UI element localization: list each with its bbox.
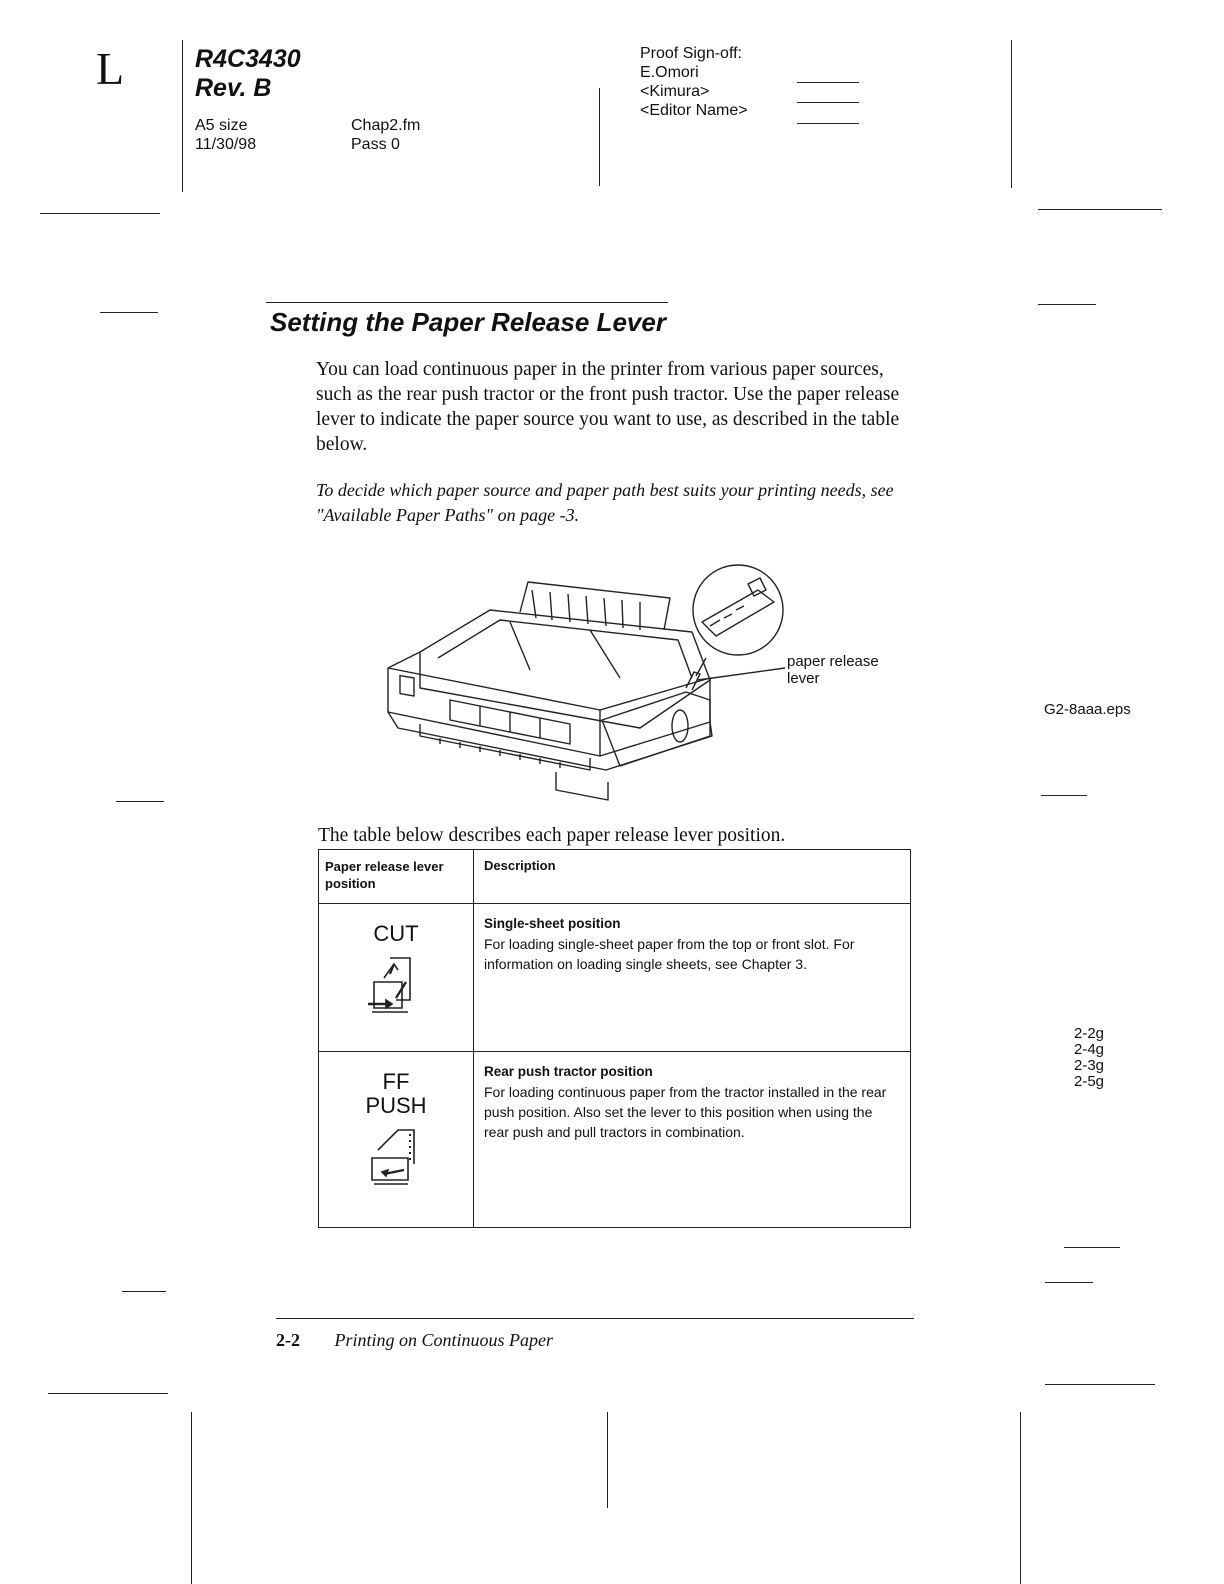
callout-line: lever: [787, 670, 820, 687]
table-header-row: [319, 850, 911, 904]
crop-mark: [48, 1393, 168, 1394]
note-paragraph: To decide which paper source and paper path best suits your printing needs, see "Available Paper Paths" on page -3.: [316, 480, 894, 525]
position-label: PUSH: [365, 1093, 427, 1118]
title-rule: [266, 302, 668, 303]
crop-mark: [1038, 209, 1162, 210]
crop-mark: [607, 1412, 608, 1508]
chapter-title: Printing on Continuous Paper: [334, 1330, 554, 1350]
crop-mark: [1064, 1247, 1120, 1248]
lever-position-cell: [319, 1052, 474, 1228]
description-text: For loading single-sheet paper from the top or front slot. For information on loading single sheets, see Chapter 3.: [484, 936, 855, 972]
crop-mark: [1045, 1282, 1093, 1283]
signature-line: [797, 102, 859, 103]
file-pass-block: [351, 116, 420, 154]
size-date-block: [195, 116, 256, 154]
crop-mark: [1041, 795, 1087, 796]
page-number: 2-2: [276, 1330, 300, 1350]
figure-callout: [787, 653, 879, 687]
description-text: For loading continuous paper from the tractor installed in the rear push position. Also set the lever to this position when using the rear push and pull tractors in combination.: [484, 1084, 887, 1140]
description-title: Single-sheet position: [484, 916, 621, 931]
crop-mark: [122, 1291, 166, 1292]
single-sheet-icon: [364, 952, 428, 1016]
figure-ref: 2-4g: [1074, 1041, 1105, 1058]
proof-title: Proof Sign-off:: [640, 45, 742, 62]
position-label: FF: [382, 1069, 410, 1094]
crop-mark: [40, 213, 160, 214]
crop-mark: [191, 1412, 192, 1584]
callout-line: paper release: [787, 653, 879, 670]
description-cell: [474, 1052, 911, 1228]
continuous-paper-icon: [364, 1124, 428, 1188]
section-title: Setting the Paper Release Lever: [270, 307, 666, 337]
crop-mark: [1011, 40, 1012, 188]
figure-ref: 2-2g: [1074, 1025, 1105, 1042]
document-id: R4C3430: [195, 45, 301, 73]
figure-ref: 2-3g: [1074, 1057, 1105, 1074]
footer-rule: [276, 1318, 914, 1319]
lever-position-cell: [319, 904, 474, 1052]
crop-mark: [100, 312, 158, 313]
signature-line: [797, 82, 859, 83]
figure-filename: G2-8aaa.eps: [1044, 701, 1131, 718]
description-cell: [474, 904, 911, 1052]
pass-number: Pass 0: [351, 136, 400, 153]
page-side-letter: L: [96, 43, 125, 94]
printer-figure: [380, 560, 800, 820]
signoff-name: <Kimura>: [640, 83, 710, 100]
lever-position-table: [318, 849, 911, 1228]
table-intro: The table below describes each paper release lever position.: [318, 825, 786, 846]
table-row: [319, 1052, 911, 1228]
column-header: Description: [474, 850, 911, 904]
margin-figure-refs: [1074, 1026, 1104, 1090]
revision: Rev. B: [195, 74, 272, 102]
proof-signoff: [640, 44, 748, 120]
file-name: Chap2.fm: [351, 117, 421, 134]
crop-mark: [116, 801, 164, 802]
table-row: [319, 904, 911, 1052]
crop-mark: [599, 88, 600, 186]
crop-mark: [1020, 1412, 1021, 1584]
signoff-name: <Editor Name>: [640, 102, 748, 119]
crop-mark: [182, 40, 183, 192]
document-id-block: [195, 45, 301, 103]
signature-line: [797, 123, 859, 124]
body-paragraph: You can load continuous paper in the printer from various paper sources, such as the rear push tractor or the front push tractor. Use the paper release lever to indicate the paper source you want to use, as described in the table below.: [316, 359, 900, 455]
description-title: Rear push tractor position: [484, 1064, 653, 1079]
date: 11/30/98: [195, 136, 257, 153]
crop-mark: [1045, 1384, 1155, 1385]
page-footer: [276, 1330, 553, 1351]
figure-ref: 2-5g: [1074, 1073, 1105, 1090]
column-header: Paper release lever position: [319, 850, 474, 904]
printer-illustration: [380, 560, 800, 820]
crop-mark: [1038, 304, 1096, 305]
position-label: CUT: [373, 921, 419, 946]
signoff-name: E.Omori: [640, 64, 699, 81]
page-size: A5 size: [195, 117, 248, 134]
